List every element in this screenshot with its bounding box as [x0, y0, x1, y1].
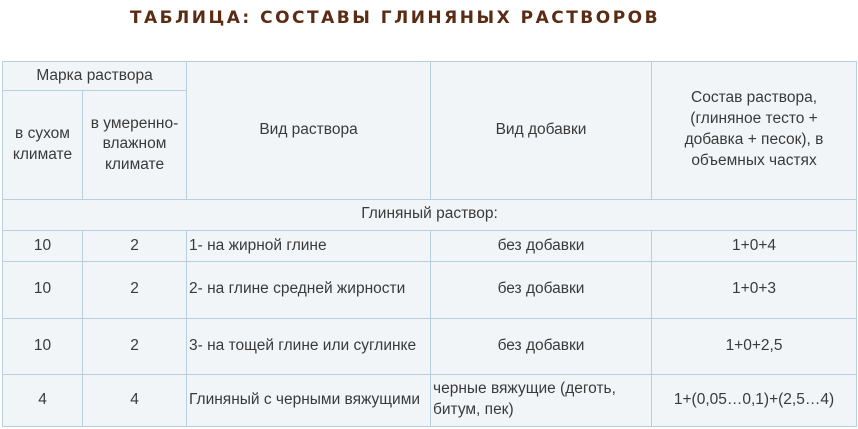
header-moderate-climate: в умеренно-влажном климате: [83, 91, 187, 199]
cell-type: 2- на глине средней жирности: [187, 262, 431, 318]
cell-moderate: 2: [83, 230, 187, 261]
section-label: Глиняный раствор:: [3, 199, 857, 230]
page-title: ТАБЛИЦА: СОСТАВЫ ГЛИНЯНЫХ РАСТВОРОВ: [129, 8, 661, 28]
table-row: [3, 262, 857, 318]
cell-moderate: 2: [83, 262, 187, 318]
cell-additive: без добавки: [431, 262, 652, 318]
mortar-composition-table: [2, 61, 857, 427]
cell-dry: 10: [3, 262, 83, 318]
cell-moderate: 4: [83, 374, 187, 426]
cell-composition: 1+0+4: [652, 230, 857, 261]
table-row: [3, 374, 857, 426]
cell-moderate: 2: [83, 318, 187, 374]
cell-type: 1- на жирной глине: [187, 230, 431, 261]
cell-dry: 4: [3, 374, 83, 426]
cell-additive: черные вяжущие (деготь, битум, пек): [431, 374, 652, 426]
cell-type: 3- на тощей глине или суглинке: [187, 318, 431, 374]
section-row: [3, 199, 857, 230]
header-composition: Состав раствора, (глиняное тесто + добавка + песок), в объемных частях: [652, 62, 857, 200]
cell-composition: 1+0+2,5: [652, 318, 857, 374]
cell-additive: без добавки: [431, 318, 652, 374]
table-row: [3, 230, 857, 261]
table-row: [3, 318, 857, 374]
header-grade: Марка раствора: [3, 62, 187, 91]
header-additive: Вид добавки: [431, 62, 652, 200]
cell-type: Глиняный с черными вяжущими: [187, 374, 431, 426]
cell-composition: 1+0+3: [652, 262, 857, 318]
cell-dry: 10: [3, 318, 83, 374]
cell-composition: 1+(0,05…0,1)+(2,5…4): [652, 374, 857, 426]
header-type: Вид раствора: [187, 62, 431, 200]
header-row: [3, 62, 857, 91]
header-dry-climate: в сухом климате: [3, 91, 83, 199]
cell-dry: 10: [3, 230, 83, 261]
cell-additive: без добавки: [431, 230, 652, 261]
